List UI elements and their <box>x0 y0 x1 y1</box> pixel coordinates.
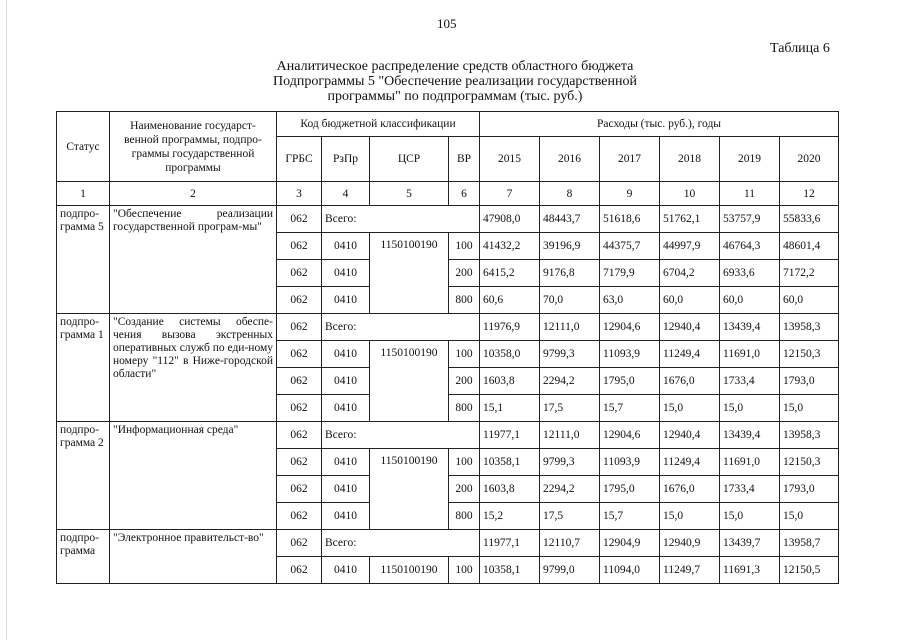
page-edge-line <box>6 0 7 640</box>
section-subprogram-5 <box>57 206 839 314</box>
title-line: Аналитическое распределение средств областного бюджета <box>276 59 634 74</box>
value-cell: 13958,3 <box>780 422 839 449</box>
header-rzpr: РзПр <box>322 137 370 182</box>
value-cell: 15,7 <box>600 395 660 422</box>
status-cell: подпро-грамма 1 <box>57 314 110 422</box>
grbs-cell: 062 <box>277 476 322 503</box>
value-cell: 44997,9 <box>660 233 720 260</box>
column-number: 1 <box>57 182 110 206</box>
value-cell: 60,0 <box>660 287 720 314</box>
value-cell: 7172,2 <box>780 260 839 287</box>
value-cell: 13958,3 <box>780 314 839 341</box>
table-row-total <box>57 314 839 341</box>
value-cell: 1795,0 <box>600 476 660 503</box>
value-cell: 12111,0 <box>540 314 600 341</box>
header-year: 2019 <box>720 137 780 182</box>
value-cell: 11249,7 <box>660 557 720 584</box>
column-number: 6 <box>449 182 480 206</box>
value-cell: 11249,4 <box>660 341 720 368</box>
value-cell: 60,0 <box>720 287 780 314</box>
table-title <box>220 59 690 104</box>
value-cell: 1676,0 <box>660 476 720 503</box>
header-year: 2017 <box>600 137 660 182</box>
value-cell: 13439,7 <box>720 530 780 557</box>
value-cell: 39196,9 <box>540 233 600 260</box>
grbs-cell: 062 <box>277 395 322 422</box>
rzpr-cell: 0410 <box>322 341 370 368</box>
total-label-cell: Всего: <box>322 206 480 233</box>
csr-cell: 1150100190 <box>370 233 449 314</box>
value-cell: 70,0 <box>540 287 600 314</box>
value-cell: 48443,7 <box>540 206 600 233</box>
value-cell: 55833,6 <box>780 206 839 233</box>
value-cell: 12150,3 <box>780 449 839 476</box>
value-cell: 1795,0 <box>600 368 660 395</box>
value-cell: 15,1 <box>480 395 540 422</box>
value-cell: 10358,1 <box>480 557 540 584</box>
column-number: 5 <box>370 182 449 206</box>
value-cell: 11094,0 <box>600 557 660 584</box>
value-cell: 63,0 <box>600 287 660 314</box>
column-number: 10 <box>660 182 720 206</box>
value-cell: 2294,2 <box>540 368 600 395</box>
value-cell: 7179,9 <box>600 260 660 287</box>
value-cell: 41432,2 <box>480 233 540 260</box>
value-cell: 12904,6 <box>600 314 660 341</box>
table-row-total <box>57 206 839 233</box>
value-cell: 13958,7 <box>780 530 839 557</box>
grbs-cell: 062 <box>277 503 322 530</box>
column-number: 11 <box>720 182 780 206</box>
value-cell: 9799,3 <box>540 341 600 368</box>
column-number: 12 <box>780 182 839 206</box>
budget-table <box>56 111 839 584</box>
header-name: Наименование государст-венной программы, подпро-граммы государственной программы <box>110 112 277 182</box>
value-cell: 15,0 <box>780 395 839 422</box>
rzpr-cell: 0410 <box>322 260 370 287</box>
value-cell: 12150,5 <box>780 557 839 584</box>
value-cell: 12940,4 <box>660 314 720 341</box>
grbs-cell: 062 <box>277 206 322 233</box>
value-cell: 10358,1 <box>480 449 540 476</box>
value-cell: 1733,4 <box>720 368 780 395</box>
value-cell: 12904,9 <box>600 530 660 557</box>
value-cell: 60,0 <box>780 287 839 314</box>
value-cell: 12940,4 <box>660 422 720 449</box>
column-number: 2 <box>110 182 277 206</box>
header-csr: ЦСР <box>370 137 449 182</box>
rzpr-cell: 0410 <box>322 449 370 476</box>
value-cell: 12110,7 <box>540 530 600 557</box>
value-cell: 1733,4 <box>720 476 780 503</box>
value-cell: 2294,2 <box>540 476 600 503</box>
program-name-cell: "Создание системы обеспе-чения вызова экстренных оперативных служб по еди-ному номеру "112" в Ниже-городской области" <box>110 314 277 422</box>
value-cell: 11691,3 <box>720 557 780 584</box>
column-number: 3 <box>277 182 322 206</box>
value-cell: 11691,0 <box>720 449 780 476</box>
rzpr-cell: 0410 <box>322 233 370 260</box>
grbs-cell: 062 <box>277 449 322 476</box>
value-cell: 12150,3 <box>780 341 839 368</box>
header-vr: ВР <box>449 137 480 182</box>
vr-cell: 200 <box>449 260 480 287</box>
section-subprogram-2 <box>57 422 839 530</box>
rzpr-cell: 0410 <box>322 503 370 530</box>
table-row-total <box>57 530 839 557</box>
vr-cell: 100 <box>449 557 480 584</box>
program-name-cell: "Информационная среда" <box>110 422 277 530</box>
section-subprogram-1 <box>57 314 839 422</box>
table-label: Таблица 6 <box>770 41 830 56</box>
grbs-cell: 062 <box>277 314 322 341</box>
page-number: 105 <box>437 16 457 31</box>
value-cell: 11093,9 <box>600 449 660 476</box>
value-cell: 15,0 <box>660 503 720 530</box>
title-line: программы" по подпрограммам (тыс. руб.) <box>327 89 583 104</box>
header-year: 2015 <box>480 137 540 182</box>
vr-cell: 100 <box>449 233 480 260</box>
value-cell: 12940,9 <box>660 530 720 557</box>
value-cell: 11691,0 <box>720 341 780 368</box>
total-label-cell: Всего: <box>322 530 480 557</box>
value-cell: 46764,3 <box>720 233 780 260</box>
value-cell: 9799,0 <box>540 557 600 584</box>
grbs-cell: 062 <box>277 287 322 314</box>
value-cell: 11977,1 <box>480 530 540 557</box>
value-cell: 6704,2 <box>660 260 720 287</box>
value-cell: 53757,9 <box>720 206 780 233</box>
value-cell: 1676,0 <box>660 368 720 395</box>
header-year: 2020 <box>780 137 839 182</box>
value-cell: 6933,6 <box>720 260 780 287</box>
value-cell: 17,5 <box>540 503 600 530</box>
vr-cell: 200 <box>449 368 480 395</box>
section-subprogram-e-government <box>57 530 839 584</box>
vr-cell: 100 <box>449 341 480 368</box>
value-cell: 12111,0 <box>540 422 600 449</box>
status-cell: подпро-грамма 5 <box>57 206 110 314</box>
value-cell: 51762,1 <box>660 206 720 233</box>
vr-cell: 100 <box>449 449 480 476</box>
vr-cell: 200 <box>449 476 480 503</box>
value-cell: 1793,0 <box>780 368 839 395</box>
csr-cell: 1150100190 <box>370 341 449 422</box>
vr-cell: 800 <box>449 503 480 530</box>
table-row-total <box>57 422 839 449</box>
value-cell: 15,0 <box>720 395 780 422</box>
rzpr-cell: 0410 <box>322 476 370 503</box>
value-cell: 60,6 <box>480 287 540 314</box>
grbs-cell: 062 <box>277 260 322 287</box>
rzpr-cell: 0410 <box>322 395 370 422</box>
value-cell: 13439,4 <box>720 314 780 341</box>
value-cell: 1603,8 <box>480 476 540 503</box>
grbs-cell: 062 <box>277 557 322 584</box>
rzpr-cell: 0410 <box>322 368 370 395</box>
column-number-row <box>57 182 839 206</box>
total-label-cell: Всего: <box>322 314 480 341</box>
total-label-cell: Всего: <box>322 422 480 449</box>
vr-cell: 800 <box>449 395 480 422</box>
header-row-groups <box>57 112 839 137</box>
column-number: 8 <box>540 182 600 206</box>
status-cell: подпро-грамма 2 <box>57 422 110 530</box>
value-cell: 11093,9 <box>600 341 660 368</box>
grbs-cell: 062 <box>277 233 322 260</box>
value-cell: 11249,4 <box>660 449 720 476</box>
value-cell: 11976,9 <box>480 314 540 341</box>
vr-cell: 800 <box>449 287 480 314</box>
value-cell: 10358,0 <box>480 341 540 368</box>
value-cell: 15,7 <box>600 503 660 530</box>
program-name-cell: "Электронное правительст-во" <box>110 530 277 584</box>
grbs-cell: 062 <box>277 422 322 449</box>
value-cell: 44375,7 <box>600 233 660 260</box>
header-year: 2018 <box>660 137 720 182</box>
csr-cell: 1150100190 <box>370 449 449 530</box>
grbs-cell: 062 <box>277 368 322 395</box>
column-number: 9 <box>600 182 660 206</box>
value-cell: 9799,3 <box>540 449 600 476</box>
status-cell: подпро-грамма <box>57 530 110 584</box>
value-cell: 13439,4 <box>720 422 780 449</box>
value-cell: 1793,0 <box>780 476 839 503</box>
value-cell: 11977,1 <box>480 422 540 449</box>
header-code-group: Код бюджетной классификации <box>277 112 480 137</box>
value-cell: 48601,4 <box>780 233 839 260</box>
value-cell: 15,0 <box>780 503 839 530</box>
program-name-cell: "Обеспечение реализации государственной програм-мы" <box>110 206 277 314</box>
grbs-cell: 062 <box>277 341 322 368</box>
column-number: 7 <box>480 182 540 206</box>
title-line: Подпрограммы 5 "Обеспечение реализации государственной <box>273 74 637 89</box>
value-cell: 15,0 <box>720 503 780 530</box>
header-expenses-group: Расходы (тыс. руб.), годы <box>480 112 839 137</box>
value-cell: 9176,8 <box>540 260 600 287</box>
value-cell: 1603,8 <box>480 368 540 395</box>
value-cell: 51618,6 <box>600 206 660 233</box>
rzpr-cell: 0410 <box>322 557 370 584</box>
value-cell: 6415,2 <box>480 260 540 287</box>
grbs-cell: 062 <box>277 530 322 557</box>
header-status: Статус <box>57 112 110 182</box>
value-cell: 17,5 <box>540 395 600 422</box>
value-cell: 12904,6 <box>600 422 660 449</box>
header-year: 2016 <box>540 137 600 182</box>
value-cell: 15,0 <box>660 395 720 422</box>
csr-cell: 1150100190 <box>370 557 449 584</box>
header-grbs: ГРБС <box>277 137 322 182</box>
rzpr-cell: 0410 <box>322 287 370 314</box>
column-number: 4 <box>322 182 370 206</box>
value-cell: 47908,0 <box>480 206 540 233</box>
value-cell: 15,2 <box>480 503 540 530</box>
